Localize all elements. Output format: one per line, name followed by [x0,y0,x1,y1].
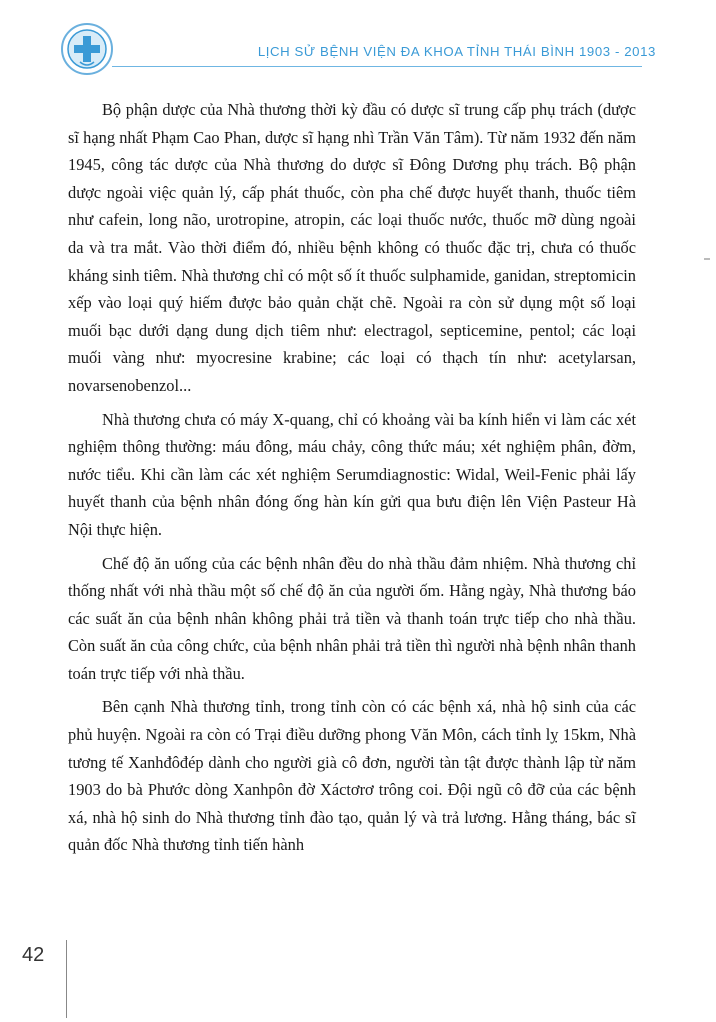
hospital-emblem-icon [60,22,114,76]
paragraph: Chế độ ăn uống của các bệnh nhân đều do nhà thầu đảm nhiệm. Nhà thương chỉ thống nhất với nhà thầu một số chế độ ăn của người ốm. Hằng ngày, Nhà thương báo các suất ăn của bệnh nhân không phải trả tiền và thanh toán trực tiếp cho nhà thầu. Còn suất ăn của công chức, của bệnh nhân phải trả tiền thì người nhà bệnh nhân thanh toán trực tiếp với nhà thầu. [68,553,636,683]
page-number: 42 [22,944,45,966]
body-text [68,96,636,865]
paragraph: Bộ phận dược của Nhà thương thời kỳ đầu có dược sĩ trung cấp phụ trách (dược sĩ hạng nhất Phạm Cao Phan, dược sĩ hạng nhì Trần Văn Tâm). Từ năm 1932 đến năm 1945, công tác dược của Nhà thương do dược sĩ Đông Dương phụ trách. Bộ phận dược ngoài việc quản lý, cấp phát thuốc, còn pha chế được huyết thanh, thuốc tiêm như cafein, long não, urotropine, atropin, các loại thuốc nước, thuốc mỡ dùng ngoài da và tra mắt. Vào thời điểm đó, nhiều bệnh không có thuốc đặc trị, chưa có thuốc kháng sinh tiêm. Nhà thương chỉ có một số ít thuốc sulphamide, ganidan, streptomicin xếp vào loại quý hiếm được bảo quản chặt chẽ. Ngoài ra còn sử dụng một số loại muối bạc dưới dạng dung dịch tiêm như: electragol, septicemine, pentol; các loại muối vàng như: myocresine krabine; các loại có thạch tín như: acetylarsan, novarsenobenzol... [68,100,636,395]
running-header-title: LỊCH SỬ BỆNH VIỆN ĐA KHOA TỈNH THÁI BÌNH 1903 - 2013 [257,44,656,59]
paragraph: Nhà thương chưa có máy X-quang, chỉ có khoảng vài ba kính hiển vi làm các xét nghiệm thông thường: máu đông, máu chảy, công thức máu; xét nghiệm phân, đờm, nước tiểu. Khi cần làm các xét nghiệm Serumdiagnostic: Widal, Weil-Fenic phải lấy huyết thanh của bệnh nhân đóng ống hàn kín gửi qua bưu điện lên Viện Pasteur Hà Nội thực hiện. [68,409,636,539]
margin-mark [704,258,710,260]
footer-divider [66,940,67,1018]
paragraph: Bên cạnh Nhà thương tỉnh, trong tỉnh còn có các bệnh xá, nhà hộ sinh của các phủ huyện. Ngoài ra còn có Trại điều dưỡng phong Văn Môn, cách tỉnh lỵ 15km, Nhà tương tế Xanhđôđép dành cho người già cô đơn, người tàn tật được thành lập từ năm 1903 do bà Phước dòng Xanhpôn đờ Xáctơrơ trông coi. Đội ngũ cô đỡ của các bệnh xá, nhà hộ sinh do Nhà thương tỉnh đào tạo, quản lý và trả lương. Hằng tháng, bác sĩ quản đốc Nhà thương tỉnh tiến hành [68,697,636,855]
header-divider [112,66,642,67]
